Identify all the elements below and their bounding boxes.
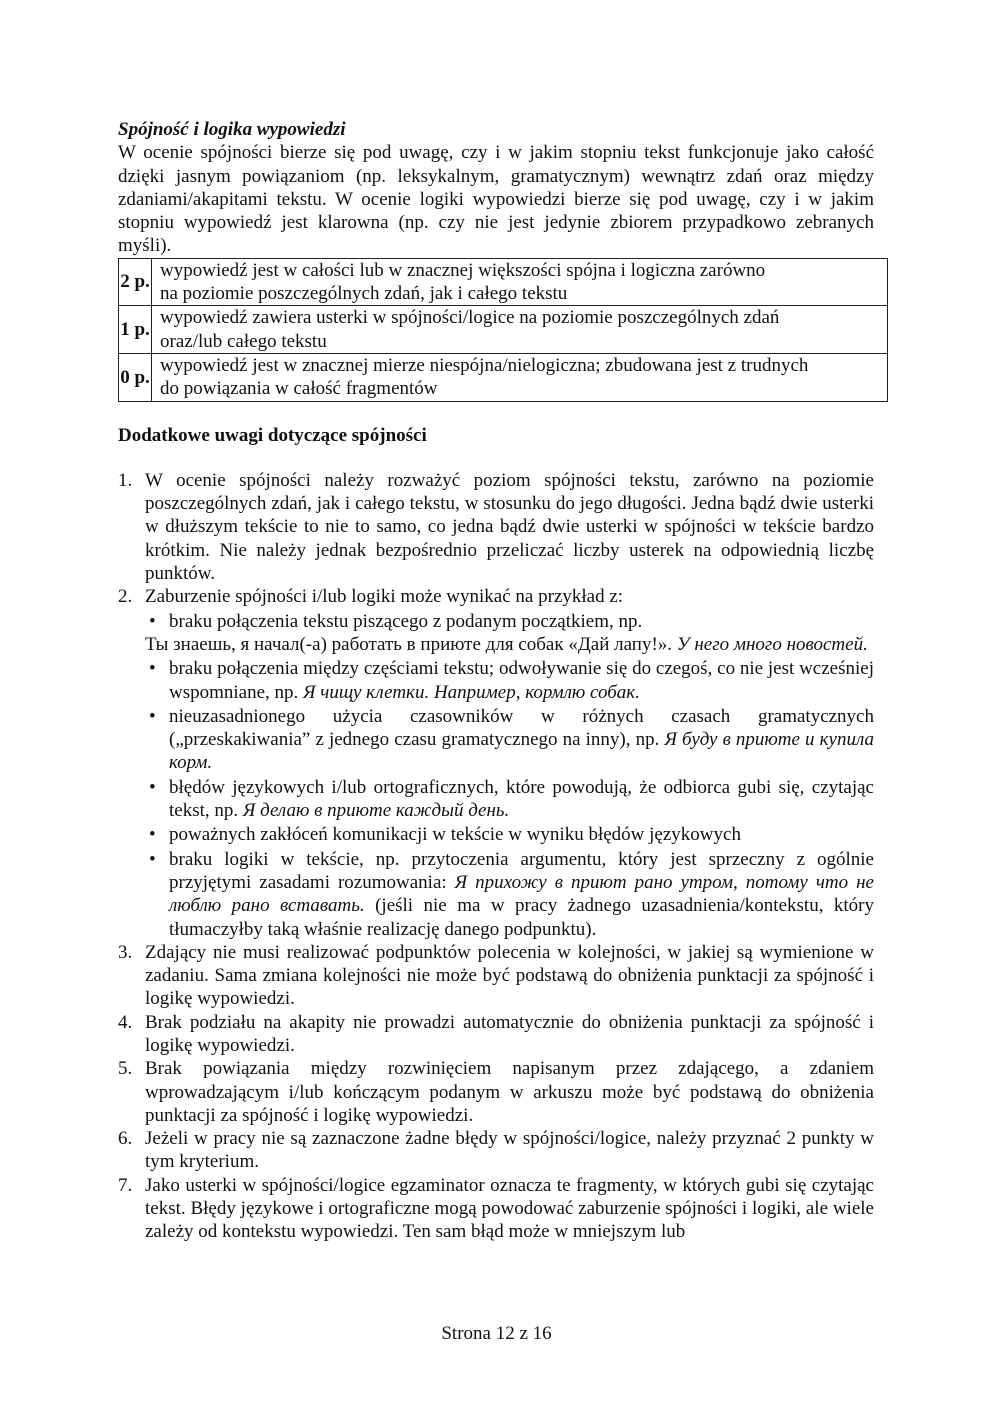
rubric-line: wypowiedź zawiera usterki w spójności/logice na poziomie poszczególnych zdań: [160, 307, 780, 329]
list-item: [118, 1011, 874, 1058]
rubric-points: 0 p.: [119, 353, 152, 401]
item-number: 7.: [118, 1174, 133, 1196]
item-number: 3.: [118, 941, 133, 963]
bullet-icon: •: [149, 658, 156, 680]
sub-item-example: Я чищу клетки. Например, кормлю собак.: [303, 681, 640, 703]
rubric-description: [152, 258, 888, 306]
sub-item-text: braku logiki w tekście, np. przytoczenia argumentu, który jest sprzeczny z ogólnie przyjętymi zasadami rozumowania:: [169, 848, 874, 893]
rubric-row: [119, 306, 888, 354]
item-number: 2.: [118, 586, 133, 608]
bullet-icon: •: [149, 848, 156, 870]
sub-item-text: braku połączenia tekstu piszącego z podanym początkiem, np.: [169, 610, 643, 632]
sub-list-item: [145, 823, 874, 846]
rubric-row: [119, 258, 888, 306]
sub-list-item: [145, 610, 874, 633]
page-footer: Strona 12 z 16: [441, 1323, 552, 1344]
list-item: [118, 469, 874, 585]
sub-item-text: błędów językowych i/lub ortograficznych, które powodują, że odbiorca gubi się, czytając tekst, np.: [169, 776, 874, 822]
item-text: Jako usterki w spójności/logice egzaminator oznacza te fragmenty, w których gubi się czytając tekst. Błędy językowe i ortograficzne mogą powodować zaburzenie spójności i logiki, ale wiele zależy od kontekstu wypowiedzi. Ten sam błąd może w mniejszym lub: [145, 1174, 874, 1243]
sub-item-example: Я прихожу в приют рано утром, потому что не люблю рано вставать.: [169, 871, 874, 917]
section-title-coherence: Spójność i logika wypowiedzi: [118, 119, 346, 140]
item-number: 5.: [118, 1058, 133, 1080]
page-content: [118, 118, 874, 1244]
rubric-line: wypowiedź jest w całości lub w znacznej większości spójna i logiczna zarówno: [160, 259, 766, 281]
bullet-icon: •: [149, 776, 156, 798]
sub-item-text: nieuzasadnionego użycia czasowników w różnych czasach gramatycznych („przeskakiwania” z jednego czasu gramatycznego na inny), np.: [169, 705, 874, 751]
notes-list: [118, 469, 874, 1244]
bullet-icon: •: [149, 610, 156, 632]
section-intro: W ocenie spójności bierze się pod uwagę, czy i w jakim stopniu tekst funkcjonuje jako całość dzięki jasnym powiązaniom (np. leksykalnym, gramatycznym) wewnątrz zdań oraz między zdaniami/akapitami tekstu. W ocenie logiki wypowiedzi bierze się pod uwagę, czy i w jakim stopniu wypowiedź jest klarowna (np. czy nie jest jedynie zbiorem przypadkowo zebranych myśli).: [118, 142, 874, 257]
sub-list: [145, 657, 874, 941]
example-text: [145, 633, 874, 656]
rubric-description: [152, 306, 888, 354]
list-item: [118, 585, 874, 940]
bullet-icon: •: [149, 705, 156, 727]
example-italic: У него много новостей.: [676, 633, 868, 655]
list-item: [118, 1127, 874, 1174]
sub-list-item: [145, 657, 874, 704]
sub-list-item: [145, 848, 874, 941]
rubric-table: [118, 258, 888, 402]
item-text: Brak powiązania między rozwinięciem napisanym przez zdającego, a zdaniem wprowadzającym i/lub kończącym podanym w arkuszu może być podstawą do obniżenia punktacji za spójność i logikę wypowiedzi.: [145, 1058, 874, 1126]
list-item: [118, 1057, 874, 1127]
sub-list-item: [145, 776, 874, 823]
item-text: Zdający nie musi realizować podpunktów polecenia w kolejności, w jakiej są wymienione w zadaniu. Sama zmiana kolejności nie może być podstawą do obniżenia punktacji za spójność i logikę wypowiedzi.: [145, 941, 874, 1010]
bullet-icon: •: [149, 824, 156, 846]
item-text: W ocenie spójności należy rozważyć poziom spójności tekstu, zarówno na poziomie poszczególnych zdań, jak i całego tekstu, w stosunku do jego długości. Jedna bądź dwie usterki w dłuższym tekście to nie to samo, co jedna bądź dwie usterki w spójności w tekście bardzo krótkim. Nie należy jednak bezpośrednio przeliczać liczby usterek na odpowiednią liczbę punktów.: [145, 469, 874, 585]
rubric-line: do powiązania w całość fragmentów: [160, 378, 438, 400]
rubric-points: 1 p.: [119, 306, 152, 354]
example-plain: Ты знаешь, я начал(-а) работать в приюте для собак «Дай лапу!».: [145, 633, 677, 655]
sub-item-example: Я буду в приюте и купила корм.: [169, 729, 874, 774]
item-text: Jeżeli w pracy nie są zaznaczone żadne błędy w spójności/logice, należy przyznać 2 punkty w tym kryterium.: [145, 1128, 874, 1173]
rubric-line: oraz/lub całego tekstu: [160, 330, 327, 352]
rubric-row: [119, 353, 888, 401]
rubric-points: 2 p.: [119, 258, 152, 306]
list-item: [118, 941, 874, 1011]
rubric-description: [152, 353, 888, 401]
sub-item-text: braku połączenia między częściami tekstu; odwoływanie się do czegoś, co nie jest wcześniej wspomniane, np.: [169, 658, 874, 703]
item-text: Zaburzenie spójności i/lub logiki może wynikać na przykład z:: [145, 586, 624, 608]
sub-list: [145, 610, 874, 633]
rubric-line: na poziomie poszczególnych zdań, jak i całego tekstu: [160, 283, 568, 305]
sub-item-example: Я делаю в приюте каждый день.: [242, 800, 510, 822]
item-number: 4.: [118, 1011, 133, 1033]
item-number: 6.: [118, 1128, 133, 1150]
item-text: Brak podziału na akapity nie prowadzi automatycznie do obniżenia punktacji za spójność i logikę wypowiedzi.: [145, 1011, 874, 1056]
section-title-additional-notes: Dodatkowe uwagi dotyczące spójności: [118, 424, 427, 446]
list-item: [118, 1174, 874, 1244]
sub-list-item: [145, 705, 874, 775]
sub-item-text: poważnych zakłóceń komunikacji w tekście w wyniku błędów językowych: [169, 824, 741, 846]
item-number: 1.: [118, 469, 133, 491]
sub-item-tail: (jeśli nie ma w pracy żadnego uzasadnienia/kontekstu, który tłumaczyłby taką właśnie realizację danego podpunktu).: [169, 895, 874, 940]
rubric-line: wypowiedź jest w znacznej mierze niespójna/nielogiczna; zbudowana jest z trudnych: [160, 354, 809, 376]
